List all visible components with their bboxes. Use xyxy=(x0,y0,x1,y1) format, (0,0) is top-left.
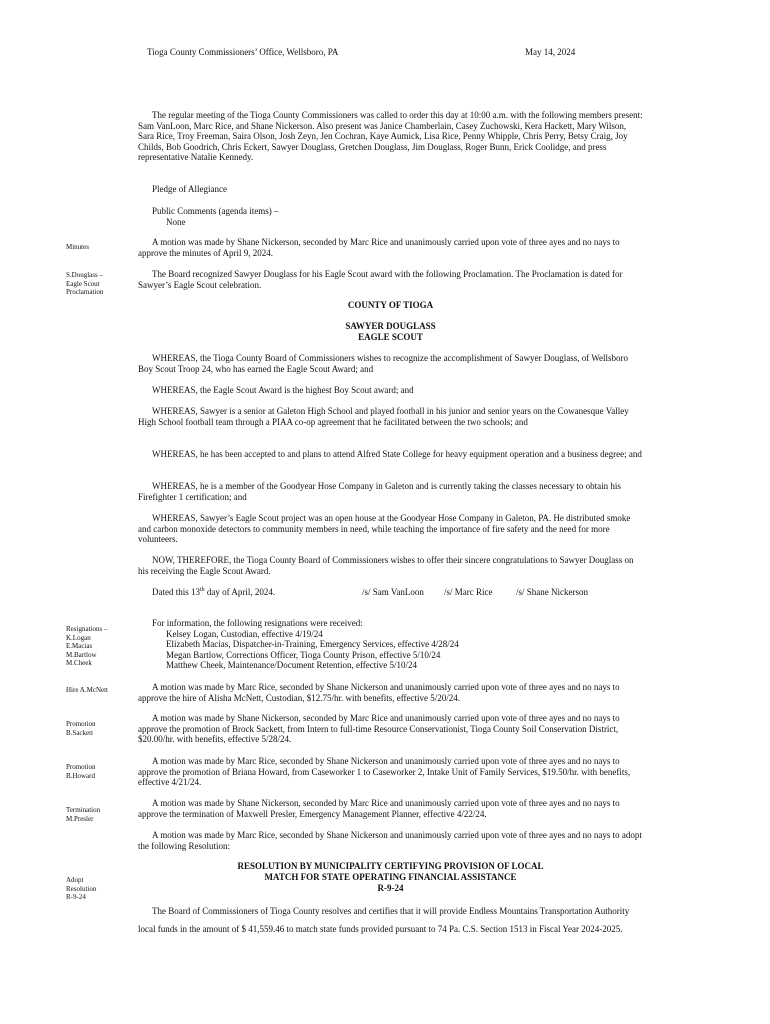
resignations-intro: For information, the following resignations were received: xyxy=(152,618,363,628)
margin-line: M.Bartlow xyxy=(66,650,97,659)
margin-note-minutes: Minutes xyxy=(66,243,89,251)
pledge-line: Pledge of Allegiance xyxy=(152,184,227,194)
proclamation-award: EAGLE SCOUT xyxy=(358,332,423,342)
whereas-paragraph: WHEREAS, he has been accepted to and plans to attend Alfred State College for heavy equipment operation and a business degree; and xyxy=(152,449,642,459)
dated-suffix: day of April, 2024. xyxy=(204,587,276,597)
margin-line: R-9-24 xyxy=(66,893,86,901)
whereas-paragraph: WHEREAS, the Tioga County Board of Commissioners wishes to recognize the accomplishment of Sawyer Douglass, of Wellsboro Boy Scout Troop 24, who has earned the Eagle Scout Award; and xyxy=(138,353,629,374)
dated-prefix: Dated this 13 xyxy=(152,587,200,597)
margin-note-promotion-sackett xyxy=(66,720,136,737)
margin-line: Adopt xyxy=(66,876,84,884)
whereas-paragraph: WHEREAS, Sawyer’s Eagle Scout project was an open house at the Goodyear Hose Company in Galeton, PA. He distributed smoke and carbon monoxide detectors to community members in need, while teaching the importance of fire safety and the need for more volunteers. xyxy=(138,513,631,545)
whereas-paragraph: WHEREAS, Sawyer is a senior at Galeton High School and played football in his junior and senior years on the Cowanesque Valley High School football team through a PIAA co-op agreement that he facilitated between the two schools; and xyxy=(138,406,629,427)
margin-note-promotion-howard xyxy=(66,763,136,780)
header-date: May 14, 2024 xyxy=(525,47,576,57)
dated-sup: th xyxy=(200,587,205,593)
resolution-title-line2: MATCH FOR STATE OPERATING FINANCIAL ASSISTANCE xyxy=(264,872,517,882)
margin-line: Eagle Scout xyxy=(66,279,100,288)
resolution-body: The Board of Commissioners of Tioga County resolves and certifies that it will provide Endless Mountains Transportation Authority local funds in the amount of $ 41,559.46 to match state funds provided pursuant to 74 Pa. C.S. Section 1513 in Fiscal Year 2024-2025. xyxy=(138,906,630,934)
promotion-sackett-motion: A motion was made by Shane Nickerson, seconded by Marc Rice and unanimously carried upon vote of three ayes and no nays to approve the promotion of Brock Sackett, from Intern to full-time Resource Conservationist, Tioga County Soil Conservation District, $20.00/hr. with benefits, effective 5/28/24. xyxy=(138,713,620,745)
signature-vanloon: /s/ Sam VanLoon xyxy=(362,587,424,597)
margin-line: M.Cheek xyxy=(66,659,92,667)
signature-rice: /s/ Marc Rice xyxy=(444,587,493,597)
promotion-howard-motion: A motion was made by Marc Rice, seconded by Shane Nickerson and unanimously carried upon vote of three ayes and no nays to approve the promotion of Briana Howard, from Caseworker 1 to Caseworker 2, Intake Unit of Family Services, $19.50/hr. with benefits, effective 4/21/24. xyxy=(138,756,631,788)
margin-line: Promotion xyxy=(66,763,96,771)
resolution-title-line1: RESOLUTION BY MUNICIPALITY CERTIFYING PROVISION OF LOCAL xyxy=(237,861,544,871)
margin-line: M.Presler xyxy=(66,814,94,823)
margin-line: E.Macias xyxy=(66,642,93,650)
therefore-paragraph: NOW, THEREFORE, the Tioga County Board of Commissioners wishes to offer their sincere congratulations to Sawyer Douglass on his receiving the Eagle Scout Award. xyxy=(138,555,634,576)
resolution-motion: A motion was made by Marc Rice, seconded by Shane Nickerson and unanimously carried upon vote of three ayes and no nays to adopt the following Resolution: xyxy=(138,830,642,851)
list-item: Kelsey Logan, Custodian, effective 4/19/24 xyxy=(166,628,323,639)
margin-note-proclamation xyxy=(66,271,136,297)
header-office: Tioga County Commissioners’ Office, Wellsboro, PA xyxy=(147,47,339,57)
list-item: Elizabeth Macias, Dispatcher-in-Training, Emergency Services, effective 4/28/24 xyxy=(166,639,459,650)
minutes-motion: A motion was made by Shane Nickerson, seconded by Marc Rice and unanimously carried upon vote of three ayes and no nays to approve the minutes of April 9, 2024. xyxy=(138,237,620,258)
dated-line xyxy=(152,587,275,597)
margin-line: B.Howard xyxy=(66,771,95,780)
resignations-list xyxy=(152,618,459,671)
resolution-number: R-9-24 xyxy=(377,883,404,893)
signature-nickerson: /s/ Shane Nickerson xyxy=(516,587,588,597)
margin-line: Promotion xyxy=(66,720,96,728)
whereas-paragraph: WHEREAS, the Eagle Scout Award is the highest Boy Scout award; and xyxy=(152,385,414,395)
margin-line: K.Logan xyxy=(66,633,91,642)
margin-note-hire: Hire A.McNett xyxy=(66,686,108,694)
hire-motion: A motion was made by Marc Rice, seconded by Shane Nickerson and unanimously carried upon vote of three ayes and no nays to approve the hire of Alisha McNett, Custodian, $12.75/hr. with benefits, effective 5/20/24. xyxy=(138,682,620,703)
margin-line: Resolution xyxy=(66,884,97,893)
margin-line: B.Sackett xyxy=(66,728,94,737)
proclamation-name: SAWYER DOUGLASS xyxy=(345,321,436,331)
list-item: Matthew Cheek, Maintenance/Document Retention, effective 5/10/24 xyxy=(166,660,418,671)
proclamation-county: COUNTY OF TIOGA xyxy=(347,300,434,310)
opening-paragraph: The regular meeting of the Tioga County Commissioners was called to order this day at 10:00 a.m. with the following members present: Sam VanLoon, Marc Rice, and Shane Nickerson. Also present was Janice Chamberlain, Casey Zuchowski, Kera Hackett, Mary Wilson, Sara Rice, Troy Freeman, Saira Olson, Josh Zeyn, Jen Cochran, Kaye Aumick, Lisa Rice, Penny Whipple, Chris Perry, Betsy Craig, Joy Childs, Bob Goodrich, Chris Eckert, Sawyer Douglass, Gretchen Douglass, Jim Douglass, Roger Bunn, Erick Coolidge, and press representative Natalie Kennedy. xyxy=(138,110,643,163)
margin-line: S.Douglass – xyxy=(66,271,103,279)
termination-motion: A motion was made by Shane Nickerson, seconded by Marc Rice and unanimously carried upon vote of three ayes and no nays to approve the termination of Maxwell Presler, Emergency Management Planner, effective 4/22/24. xyxy=(138,798,620,819)
whereas-paragraph: WHEREAS, he is a member of the Goodyear Hose Company in Galeton and is currently taking the classes necessary to obtain his Firefighter 1 certification; and xyxy=(138,481,621,502)
margin-line: Proclamation xyxy=(66,288,104,296)
proclamation-intro: The Board recognized Sawyer Douglass for his Eagle Scout award with the following Proclamation. The Proclamation is dated for Sawyer’s Eagle Scout celebration. xyxy=(138,269,623,290)
list-item: Megan Bartlow, Corrections Officer, Tioga County Prison, effective 5/10/24 xyxy=(166,649,441,660)
public-comments-value: None xyxy=(166,217,186,227)
margin-note-termination xyxy=(66,806,136,823)
margin-note-adopt-resolution xyxy=(66,876,136,902)
margin-line: Termination xyxy=(66,806,101,814)
margin-note-resignations xyxy=(66,625,136,668)
public-comments-title: Public Comments (agenda items) – xyxy=(152,206,279,216)
margin-line: Resignations – xyxy=(66,625,108,633)
